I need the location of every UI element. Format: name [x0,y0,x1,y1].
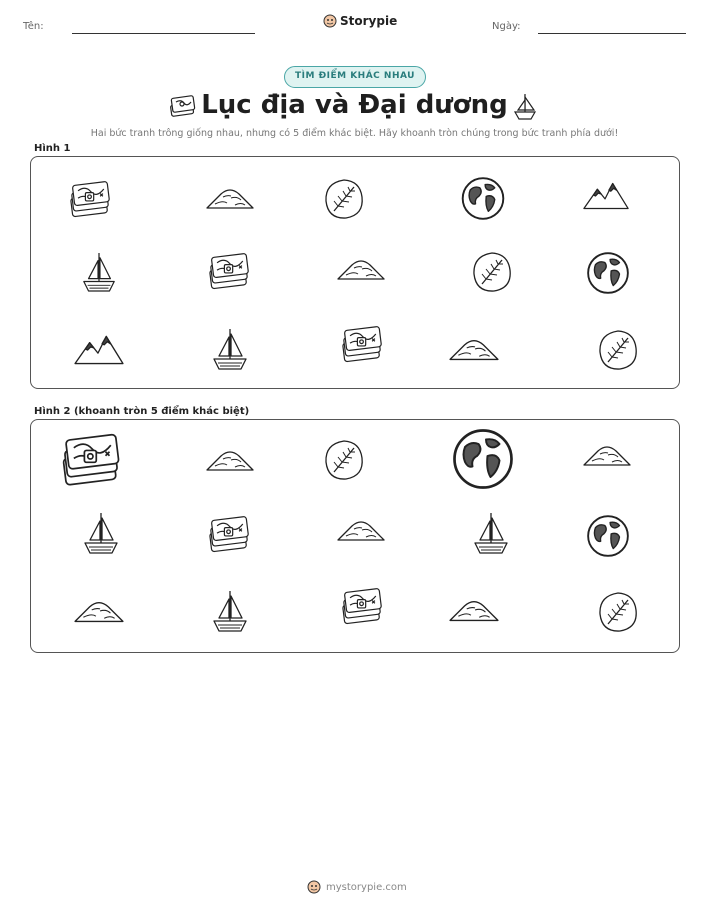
sand-pile-icon[interactable] [73,594,125,628]
instructions: Hai bức tranh trông giống nhau, nhưng có 5 điểm khác biệt. Hãy khoanh tròn chúng trong bức tranh phía dưới! [90,128,619,139]
leaf-fossil-icon[interactable] [596,590,640,634]
mountains-icon[interactable] [582,178,630,214]
sailboat-icon [512,92,538,122]
leaf-fossil-icon[interactable] [322,177,366,221]
footer [307,880,407,894]
picture1-label: Hình 1 [34,143,71,154]
sailboat-icon[interactable] [80,250,118,294]
globe-icon[interactable] [585,513,631,559]
map-book-icon[interactable] [339,323,385,367]
leaf-fossil-icon[interactable] [470,250,514,294]
date-line[interactable] [538,33,686,34]
map-book-icon[interactable] [339,585,385,629]
sand-pile-icon[interactable] [205,183,255,213]
leaf-fossil-icon[interactable] [322,437,366,483]
map-book-icon[interactable] [58,430,124,492]
map-book-icon[interactable] [206,250,252,294]
leaf-fossil-icon[interactable] [596,328,640,372]
activity-tag: TÌM ĐIỂM KHÁC NHAU [284,66,426,88]
brand-name: Storypie [340,14,398,28]
name-line[interactable] [72,33,255,34]
sand-pile-icon[interactable] [448,595,500,625]
storypie-mascot-icon [323,14,337,28]
sailboat-icon[interactable] [80,510,122,556]
globe-icon[interactable] [448,426,518,492]
sailboat-icon[interactable] [470,510,512,556]
sand-pile-icon[interactable] [336,515,386,545]
storypie-logo [323,14,397,28]
sand-pile-icon[interactable] [582,440,632,470]
sailboat-icon[interactable] [210,588,250,634]
name-label: Tên: [23,21,44,32]
storypie-mascot-icon [307,880,321,894]
sand-pile-icon[interactable] [336,254,386,284]
globe-icon[interactable] [585,250,631,296]
map-book-icon[interactable] [67,178,113,222]
sailboat-icon[interactable] [210,326,250,372]
mountains-icon[interactable] [73,332,125,368]
map-book-icon[interactable] [206,513,252,557]
footer-url[interactable]: mystorypie.com [326,881,407,893]
globe-icon[interactable] [459,175,507,222]
picture2-label: Hình 2 (khoanh tròn 5 điểm khác biệt) [34,406,250,417]
sand-pile-icon[interactable] [448,334,500,364]
date-label: Ngày: [492,21,521,32]
sand-pile-icon[interactable] [205,445,255,475]
page-title: Lục địa và Đại dương [201,90,508,120]
